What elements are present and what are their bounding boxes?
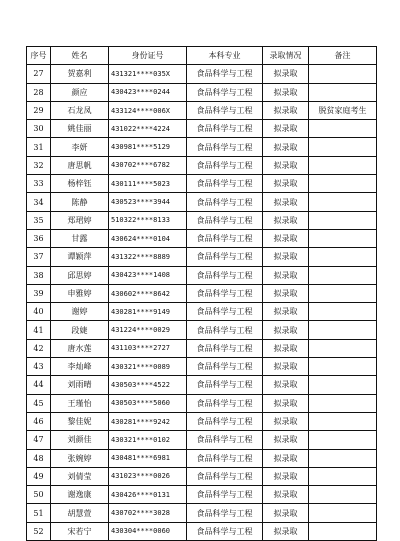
cell-admission-status: 拟录取 — [263, 211, 309, 229]
cell-name: 宋若宁 — [51, 522, 109, 540]
cell-name: 段婕 — [51, 321, 109, 339]
cell-major: 食品科学与工程 — [187, 138, 263, 156]
cell-id-number: 430481****6981 — [109, 449, 187, 467]
cell-name: 胡慧萱 — [51, 504, 109, 522]
cell-id-number: 430523****3944 — [109, 193, 187, 211]
cell-admission-status: 拟录取 — [263, 138, 309, 156]
cell-admission-status: 拟录取 — [263, 431, 309, 449]
cell-serial-no: 47 — [27, 431, 51, 449]
cell-major: 食品科学与工程 — [187, 449, 263, 467]
cell-name: 姚佳丽 — [51, 120, 109, 138]
cell-remarks — [309, 321, 377, 339]
cell-name: 王瑾怡 — [51, 394, 109, 412]
cell-admission-status: 拟录取 — [263, 193, 309, 211]
cell-id-number: 430426****0131 — [109, 486, 187, 504]
header-remarks: 备注 — [309, 47, 377, 65]
table-row — [27, 522, 377, 540]
header-name: 姓名 — [51, 47, 109, 65]
cell-serial-no: 37 — [27, 248, 51, 266]
cell-id-number: 431224****0029 — [109, 321, 187, 339]
cell-serial-no: 52 — [27, 522, 51, 540]
cell-serial-no: 31 — [27, 138, 51, 156]
cell-serial-no: 33 — [27, 175, 51, 193]
cell-major: 食品科学与工程 — [187, 65, 263, 83]
table-row — [27, 504, 377, 522]
cell-name: 唐思帆 — [51, 156, 109, 174]
cell-admission-status: 拟录取 — [263, 358, 309, 376]
cell-remarks — [309, 303, 377, 321]
cell-serial-no: 30 — [27, 120, 51, 138]
cell-remarks — [309, 83, 377, 101]
admission-table — [26, 46, 377, 541]
table-row — [27, 156, 377, 174]
cell-serial-no: 44 — [27, 376, 51, 394]
cell-major: 食品科学与工程 — [187, 431, 263, 449]
cell-id-number: 431023****0026 — [109, 467, 187, 485]
cell-remarks — [309, 120, 377, 138]
cell-serial-no: 28 — [27, 83, 51, 101]
cell-major: 食品科学与工程 — [187, 467, 263, 485]
cell-name: 谭颖萍 — [51, 248, 109, 266]
header-serial-no: 序号 — [27, 47, 51, 65]
cell-id-number: 430304****0060 — [109, 522, 187, 540]
cell-major: 食品科学与工程 — [187, 156, 263, 174]
cell-name: 刘倩莹 — [51, 467, 109, 485]
cell-id-number: 430503****5060 — [109, 394, 187, 412]
cell-serial-no: 27 — [27, 65, 51, 83]
cell-major: 食品科学与工程 — [187, 321, 263, 339]
cell-serial-no: 39 — [27, 284, 51, 302]
table-row — [27, 394, 377, 412]
cell-major: 食品科学与工程 — [187, 193, 263, 211]
cell-name: 谢逸康 — [51, 486, 109, 504]
cell-remarks — [309, 156, 377, 174]
table-row — [27, 431, 377, 449]
table-row — [27, 266, 377, 284]
cell-id-number: 430321****0089 — [109, 358, 187, 376]
header-id-number: 身份证号 — [109, 47, 187, 65]
cell-serial-no: 35 — [27, 211, 51, 229]
cell-remarks — [309, 358, 377, 376]
cell-id-number: 430423****1408 — [109, 266, 187, 284]
table-row — [27, 193, 377, 211]
cell-remarks — [309, 412, 377, 430]
cell-admission-status: 拟录取 — [263, 175, 309, 193]
cell-serial-no: 51 — [27, 504, 51, 522]
table-row — [27, 101, 377, 119]
cell-name: 唐水莲 — [51, 339, 109, 357]
cell-remarks — [309, 486, 377, 504]
cell-major: 食品科学与工程 — [187, 394, 263, 412]
cell-major: 食品科学与工程 — [187, 303, 263, 321]
table-row — [27, 467, 377, 485]
cell-major: 食品科学与工程 — [187, 120, 263, 138]
cell-admission-status: 拟录取 — [263, 467, 309, 485]
cell-name: 甘露 — [51, 229, 109, 247]
cell-serial-no: 45 — [27, 394, 51, 412]
table-row — [27, 229, 377, 247]
cell-major: 食品科学与工程 — [187, 358, 263, 376]
cell-id-number: 431103****2727 — [109, 339, 187, 357]
cell-major: 食品科学与工程 — [187, 248, 263, 266]
table-row — [27, 248, 377, 266]
cell-id-number: 430702****3028 — [109, 504, 187, 522]
cell-id-number: 430981****5129 — [109, 138, 187, 156]
header-major: 本科专业 — [187, 47, 263, 65]
cell-serial-no: 32 — [27, 156, 51, 174]
cell-name: 贺嘉利 — [51, 65, 109, 83]
cell-serial-no: 34 — [27, 193, 51, 211]
admission-list-sheet — [26, 46, 377, 541]
cell-id-number: 430624****0104 — [109, 229, 187, 247]
cell-remarks: 脱贫家庭考生 — [309, 101, 377, 119]
cell-major: 食品科学与工程 — [187, 229, 263, 247]
cell-admission-status: 拟录取 — [263, 394, 309, 412]
cell-remarks — [309, 394, 377, 412]
cell-serial-no: 36 — [27, 229, 51, 247]
cell-admission-status: 拟录取 — [263, 156, 309, 174]
table-body — [27, 65, 377, 541]
cell-admission-status: 拟录取 — [263, 83, 309, 101]
cell-name: 郑珺婷 — [51, 211, 109, 229]
cell-remarks — [309, 284, 377, 302]
cell-remarks — [309, 522, 377, 540]
cell-admission-status: 拟录取 — [263, 321, 309, 339]
cell-remarks — [309, 467, 377, 485]
cell-admission-status: 拟录取 — [263, 229, 309, 247]
table-row — [27, 486, 377, 504]
table-row — [27, 65, 377, 83]
cell-id-number: 430321****0102 — [109, 431, 187, 449]
cell-id-number: 430281****9242 — [109, 412, 187, 430]
cell-name: 张婉婷 — [51, 449, 109, 467]
cell-major: 食品科学与工程 — [187, 83, 263, 101]
cell-remarks — [309, 193, 377, 211]
cell-admission-status: 拟录取 — [263, 284, 309, 302]
cell-remarks — [309, 229, 377, 247]
cell-admission-status: 拟录取 — [263, 449, 309, 467]
cell-admission-status: 拟录取 — [263, 65, 309, 83]
table-row — [27, 138, 377, 156]
cell-id-number: 431321****035X — [109, 65, 187, 83]
table-row — [27, 339, 377, 357]
table-row — [27, 303, 377, 321]
table-row — [27, 175, 377, 193]
cell-name: 刘雨晴 — [51, 376, 109, 394]
cell-major: 食品科学与工程 — [187, 211, 263, 229]
cell-admission-status: 拟录取 — [263, 101, 309, 119]
cell-admission-status: 拟录取 — [263, 522, 309, 540]
cell-remarks — [309, 65, 377, 83]
cell-major: 食品科学与工程 — [187, 101, 263, 119]
cell-serial-no: 49 — [27, 467, 51, 485]
table-header-row — [27, 47, 377, 65]
cell-major: 食品科学与工程 — [187, 339, 263, 357]
cell-admission-status: 拟录取 — [263, 412, 309, 430]
cell-major: 食品科学与工程 — [187, 522, 263, 540]
cell-admission-status: 拟录取 — [263, 120, 309, 138]
cell-admission-status: 拟录取 — [263, 376, 309, 394]
cell-name: 谢婷 — [51, 303, 109, 321]
cell-remarks — [309, 449, 377, 467]
cell-admission-status: 拟录取 — [263, 486, 309, 504]
cell-serial-no: 50 — [27, 486, 51, 504]
cell-remarks — [309, 138, 377, 156]
cell-id-number: 430503****4522 — [109, 376, 187, 394]
cell-serial-no: 42 — [27, 339, 51, 357]
table-row — [27, 412, 377, 430]
cell-admission-status: 拟录取 — [263, 339, 309, 357]
cell-serial-no: 43 — [27, 358, 51, 376]
cell-id-number: 430111****5023 — [109, 175, 187, 193]
cell-id-number: 430423****0244 — [109, 83, 187, 101]
table-row — [27, 83, 377, 101]
cell-remarks — [309, 266, 377, 284]
cell-serial-no: 38 — [27, 266, 51, 284]
cell-admission-status: 拟录取 — [263, 504, 309, 522]
cell-remarks — [309, 339, 377, 357]
cell-name: 陈静 — [51, 193, 109, 211]
cell-name: 李灿峰 — [51, 358, 109, 376]
cell-serial-no: 29 — [27, 101, 51, 119]
table-row — [27, 358, 377, 376]
cell-id-number: 433124****006X — [109, 101, 187, 119]
cell-name: 石龙凤 — [51, 101, 109, 119]
cell-name: 刘颜佳 — [51, 431, 109, 449]
table-row — [27, 449, 377, 467]
cell-remarks — [309, 175, 377, 193]
cell-name: 颜应 — [51, 83, 109, 101]
cell-name: 黎佳妮 — [51, 412, 109, 430]
table-row — [27, 284, 377, 302]
cell-id-number: 430281****9149 — [109, 303, 187, 321]
table-row — [27, 211, 377, 229]
cell-major: 食品科学与工程 — [187, 412, 263, 430]
cell-id-number: 510322****8133 — [109, 211, 187, 229]
cell-major: 食品科学与工程 — [187, 376, 263, 394]
cell-major: 食品科学与工程 — [187, 284, 263, 302]
cell-serial-no: 40 — [27, 303, 51, 321]
cell-serial-no: 46 — [27, 412, 51, 430]
cell-name: 杨梓钰 — [51, 175, 109, 193]
table-row — [27, 120, 377, 138]
cell-id-number: 430702****6782 — [109, 156, 187, 174]
cell-remarks — [309, 211, 377, 229]
cell-remarks — [309, 504, 377, 522]
cell-major: 食品科学与工程 — [187, 266, 263, 284]
cell-major: 食品科学与工程 — [187, 486, 263, 504]
cell-id-number: 431022****4224 — [109, 120, 187, 138]
table-row — [27, 376, 377, 394]
cell-name: 邱思婷 — [51, 266, 109, 284]
cell-admission-status: 拟录取 — [263, 303, 309, 321]
table-row — [27, 321, 377, 339]
cell-remarks — [309, 376, 377, 394]
cell-admission-status: 拟录取 — [263, 266, 309, 284]
cell-major: 食品科学与工程 — [187, 175, 263, 193]
cell-major: 食品科学与工程 — [187, 504, 263, 522]
header-admission-status: 录取情况 — [263, 47, 309, 65]
cell-name: 申雅婷 — [51, 284, 109, 302]
cell-remarks — [309, 248, 377, 266]
cell-name: 李妍 — [51, 138, 109, 156]
cell-remarks — [309, 431, 377, 449]
cell-id-number: 431322****8889 — [109, 248, 187, 266]
cell-id-number: 430602****8642 — [109, 284, 187, 302]
cell-serial-no: 41 — [27, 321, 51, 339]
cell-admission-status: 拟录取 — [263, 248, 309, 266]
cell-serial-no: 48 — [27, 449, 51, 467]
